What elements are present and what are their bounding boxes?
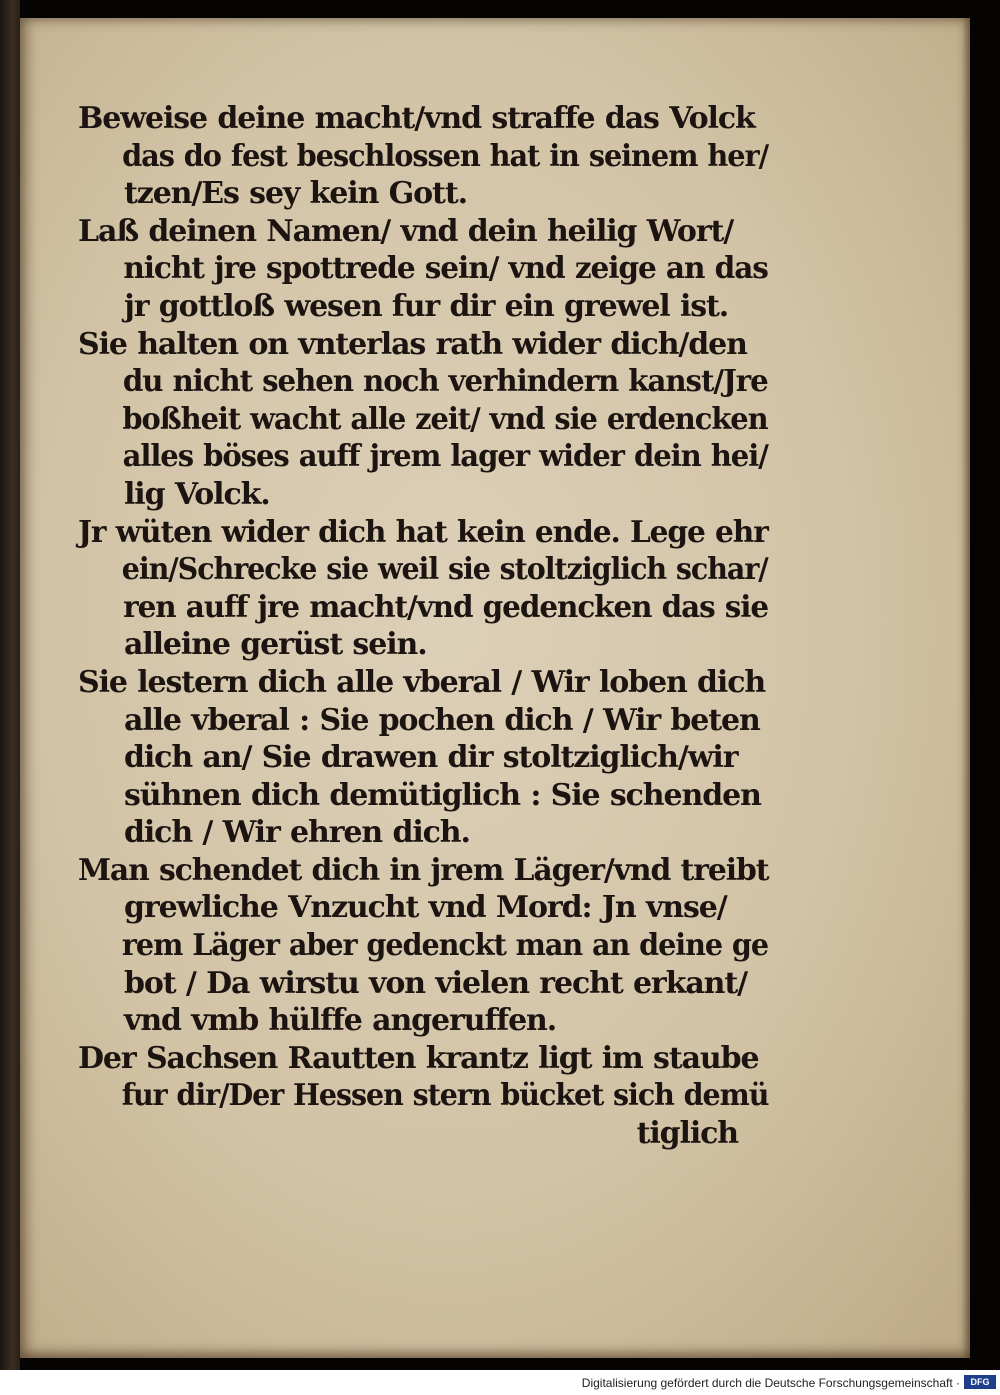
text-line: sühnen dich demütiglich : Sie schenden (124, 777, 761, 813)
text-line: bot / Da wirstu von vielen recht erkant/ (124, 965, 747, 1001)
page-edge-shadow (962, 18, 970, 1358)
text-line: dich / Wir ehren dich. (124, 815, 470, 851)
text-line: grewliche Vnzucht vnd Mord: Jn vnse/ (124, 890, 727, 926)
text-line: du nicht sehen noch verhindern kanst/Jre (122, 364, 768, 400)
book-spine-edge (0, 0, 20, 1370)
text-line: fur dir/Der Hessen stern bücket sich demü (121, 1078, 769, 1114)
text-line: Sie halten on vnterlas rath wider dich/den (78, 326, 747, 362)
text-line: tzen/Es sey kein Gott. (124, 176, 467, 212)
page-text (78, 100, 768, 1153)
text-line: Man schendet dich in jrem Läger/vnd treibt (78, 852, 769, 888)
text-line: alle vberal : Sie pochen dich / Wir beten (124, 702, 760, 738)
text-line: Der Sachsen Rautten krantz ligt im staube (78, 1040, 759, 1076)
dfg-logo-icon: DFG (964, 1375, 996, 1389)
text-line: lig Volck. (124, 476, 270, 512)
text-line: rem Läger aber gedenckt man an deine ge (121, 928, 769, 964)
text-line: boßheit wacht alle zeit/ vnd sie erdencken (122, 401, 768, 437)
text-line: nicht jre spottrede sein/ vnd zeige an das (123, 251, 768, 287)
text-line: Beweise deine macht/vnd straffe das Volck (78, 101, 755, 136)
text-line: ren auff jre macht/vnd gedencken das sie (123, 589, 769, 625)
text-line: alleine gerüst sein. (124, 627, 427, 663)
text-line: tiglich (636, 1116, 738, 1152)
footer-bar (0, 1370, 1000, 1395)
text-line: alles böses auff jrem lager wider dein hei/ (122, 439, 768, 475)
text-line: ein/Schrecke sie weil sie stoltziglich schar/ (121, 552, 768, 588)
text-line: vnd vmb hülffe angeruffen. (124, 1003, 557, 1039)
text-line: jr gottloß wesen fur dir ein grewel ist. (124, 288, 729, 324)
text-line: Laß deinen Namen/ vnd dein heilig Wort/ (78, 213, 734, 249)
text-line: dich an/ Sie drawen dir stoltziglich/wir (124, 740, 738, 776)
text-line: Jr wüten wider dich hat kein ende. Lege ehr (78, 514, 768, 550)
text-line: das do fest beschlossen hat in seinem her/ (122, 138, 769, 174)
footer-credit: Digitalisierung gefördert durch die Deutsche Forschungsgemeinschaft · (581, 1376, 960, 1390)
book-page (20, 18, 970, 1358)
text-line: Sie lestern dich alle vberal / Wir loben dich (78, 664, 766, 700)
